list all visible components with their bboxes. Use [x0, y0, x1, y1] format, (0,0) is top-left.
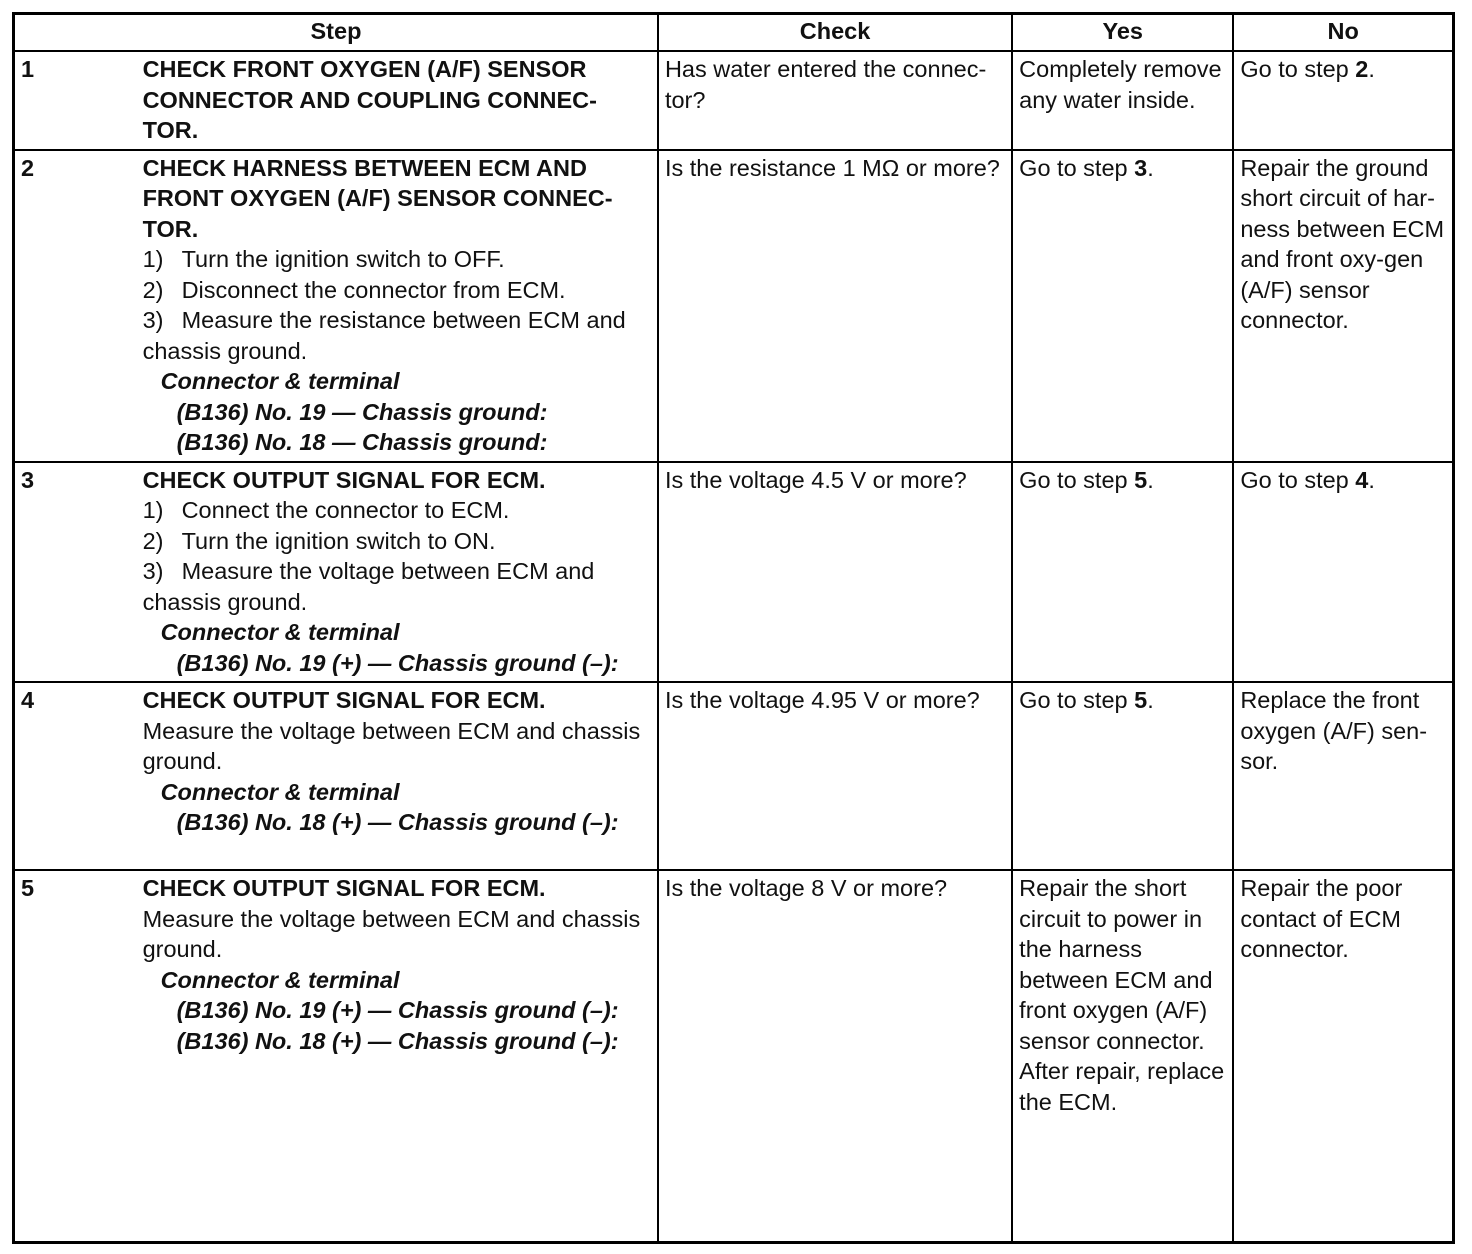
- yes-text: Go to step: [1019, 687, 1135, 713]
- substep: [143, 244, 651, 275]
- step-title: CHECK OUTPUT SIGNAL FOR ECM.: [142, 687, 546, 713]
- step-number: 2: [14, 150, 131, 462]
- table-row: [14, 682, 1454, 870]
- check-cell: Has water entered the connec-tor?: [658, 51, 1012, 150]
- connector-heading: Connector & terminal: [160, 368, 400, 394]
- yes-step-ref: 3: [1134, 154, 1148, 181]
- substep: [143, 526, 651, 557]
- step-number: 5: [14, 870, 131, 1242]
- yes-suffix: .: [1147, 466, 1154, 493]
- connector-terminal: (B136) No. 19 (+) — Chassis ground (–):: [176, 997, 619, 1023]
- step-title: CHECK OUTPUT SIGNAL FOR ECM.: [142, 466, 546, 493]
- no-step-ref: 4: [1355, 466, 1369, 493]
- table-row: [14, 870, 1454, 1242]
- no-cell: [1233, 462, 1453, 683]
- substep-text: Measure the resistance between ECM and chassis ground.: [142, 307, 626, 364]
- yes-cell: Completely remove any water inside.: [1012, 51, 1233, 150]
- connector-terminal: (B136) No. 18 — Chassis ground:: [176, 429, 548, 455]
- substep: [143, 556, 651, 617]
- header-row: [14, 14, 1454, 52]
- substep: [143, 275, 651, 306]
- yes-step-ref: 5: [1134, 466, 1148, 493]
- step-number: 4: [14, 682, 131, 870]
- yes-cell: [1012, 150, 1233, 462]
- step-description: [131, 51, 658, 150]
- no-suffix: .: [1368, 56, 1375, 82]
- step-number: 1: [14, 51, 131, 150]
- header-step: Step: [14, 14, 658, 52]
- yes-suffix: .: [1147, 687, 1154, 713]
- connector-heading: Connector & terminal: [160, 778, 400, 805]
- step-title: CHECK OUTPUT SIGNAL FOR ECM.: [142, 875, 546, 901]
- substep-number: 3): [142, 307, 164, 333]
- yes-cell: [1012, 462, 1233, 683]
- connector-heading: Connector & terminal: [160, 966, 400, 993]
- no-cell: Repair the poor contact of ECM connector.: [1233, 870, 1453, 1242]
- yes-text: Go to step: [1019, 466, 1135, 493]
- step-description: [131, 150, 658, 462]
- substep-text: Turn the ignition switch to ON.: [181, 527, 496, 554]
- no-cell: Repair the ground short circuit of har-ness between ECM and front oxy-gen (A/F) sensor connector.: [1233, 150, 1453, 462]
- yes-cell: Repair the short circuit to power in the harness between ECM and front oxygen (A/F) sensor connector. After repair, replace the ECM.: [1012, 870, 1233, 1242]
- step-description: [131, 682, 658, 870]
- no-text: Go to step: [1240, 466, 1356, 493]
- substep-number: 3): [142, 558, 164, 584]
- substep-text: Turn the ignition switch to OFF.: [181, 246, 505, 272]
- check-cell: Is the resistance 1 MΩ or more?: [658, 150, 1012, 462]
- connector-heading: Connector & terminal: [160, 619, 400, 645]
- header-no: No: [1233, 14, 1453, 52]
- step-title: CHECK HARNESS BETWEEN ECM AND FRONT OXYGEN (A/F) SENSOR CONNEC-TOR.: [142, 154, 613, 242]
- connector-terminal: (B136) No. 19 — Chassis ground:: [176, 398, 548, 425]
- step-body: Measure the voltage between ECM and chassis ground.: [142, 717, 641, 774]
- connector-terminal: (B136) No. 19 (+) — Chassis ground (–):: [176, 649, 619, 676]
- substep-number: 1): [142, 246, 164, 272]
- connector-terminal: (B136) No. 18 (+) — Chassis ground (–):: [176, 1027, 619, 1054]
- step-description: [131, 870, 658, 1242]
- yes-cell: [1012, 682, 1233, 870]
- step-title: CHECK FRONT OXYGEN (A/F) SENSOR CONNECTOR AND COUPLING CONNEC-TOR.: [142, 56, 597, 143]
- step-body: Measure the voltage between ECM and chassis ground.: [142, 905, 641, 962]
- yes-step-ref: 5: [1134, 687, 1148, 713]
- substep-number: 1): [142, 497, 164, 523]
- no-cell: [1233, 51, 1453, 150]
- substep: [143, 305, 651, 366]
- step-description: [131, 462, 658, 683]
- substep-number: 2): [142, 527, 164, 554]
- header-yes: Yes: [1012, 14, 1233, 52]
- no-step-ref: 2: [1355, 56, 1369, 82]
- substep-text: Connect the connector to ECM.: [181, 497, 510, 523]
- diagnostic-table: [12, 12, 1455, 1244]
- table-row: [14, 150, 1454, 462]
- yes-suffix: .: [1147, 154, 1154, 181]
- table-row: [14, 462, 1454, 683]
- connector-terminal: (B136) No. 18 (+) — Chassis ground (–):: [176, 809, 619, 835]
- check-cell: Is the voltage 4.5 V or more?: [658, 462, 1012, 683]
- substep: [143, 495, 651, 526]
- check-cell: Is the voltage 4.95 V or more?: [658, 682, 1012, 870]
- no-suffix: .: [1368, 466, 1375, 493]
- step-number: 3: [14, 462, 131, 683]
- no-text: Go to step: [1240, 56, 1356, 82]
- substep-number: 2): [142, 276, 164, 303]
- check-cell: Is the voltage 8 V or more?: [658, 870, 1012, 1242]
- no-cell: Replace the front oxygen (A/F) sen-sor.: [1233, 682, 1453, 870]
- table-row: [14, 51, 1454, 150]
- substep-text: Measure the voltage between ECM and chassis ground.: [142, 558, 595, 615]
- header-check: Check: [658, 14, 1012, 52]
- yes-text: Go to step: [1019, 154, 1135, 181]
- substep-text: Disconnect the connector from ECM.: [181, 276, 566, 303]
